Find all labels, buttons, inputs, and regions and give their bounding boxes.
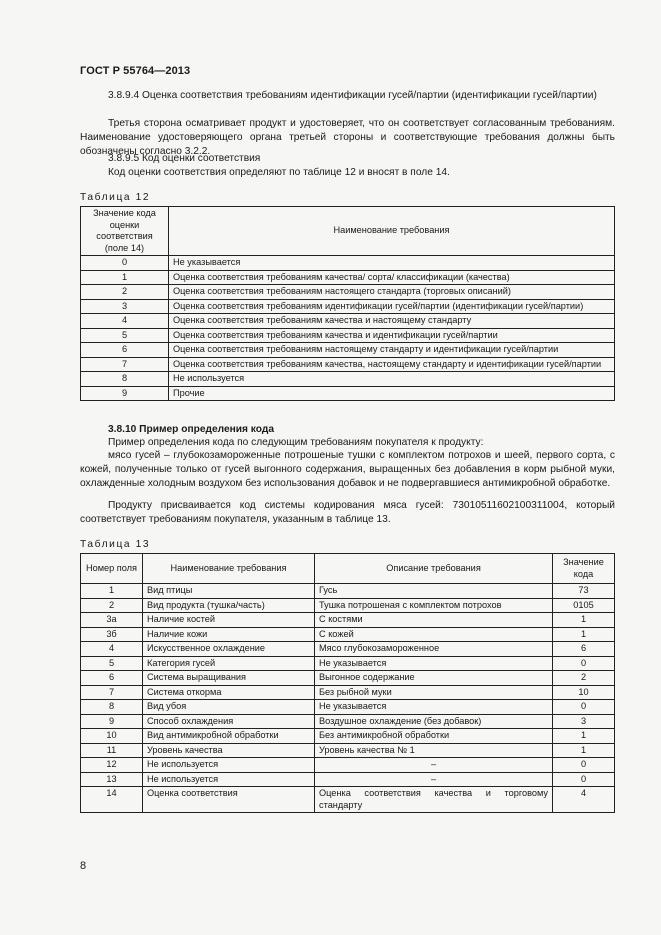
field-number-cell: 10 (81, 729, 143, 744)
field-number-cell: 9 (81, 714, 143, 729)
table-row (81, 743, 615, 758)
table-row (81, 357, 615, 372)
requirement-name-cell: Система выращивания (143, 671, 315, 686)
requirement-description-cell: Уровень качества № 1 (315, 743, 553, 758)
requirement-name-cell: Вид продукта (тушка/часть) (143, 598, 315, 613)
table-row (81, 714, 615, 729)
code-value-cell: 3 (553, 714, 615, 729)
code-value-cell: 73 (553, 584, 615, 599)
field-number-cell: 3б (81, 627, 143, 642)
requirement-name-cell: Оценка соответствия требованиям качества/ сорта/ классификации (качества) (169, 270, 615, 285)
requirement-name-cell: Не указывается (169, 256, 615, 271)
table-row (81, 343, 615, 358)
field-number-cell: 2 (81, 598, 143, 613)
requirement-description-cell: Тушка потрошеная с комплектом потрохов (315, 598, 553, 613)
requirement-name-cell: Не используется (143, 758, 315, 773)
table-row (81, 772, 615, 787)
paragraph-example-intro: Пример определения кода по следующим требованиям покупателя к продукту: (108, 437, 484, 448)
requirement-name-cell: Вид антимикробной обработки (143, 729, 315, 744)
requirement-name-cell: Не используется (169, 372, 615, 387)
code-value-cell: 0 (553, 700, 615, 715)
code-value-cell: 0 (553, 772, 615, 787)
requirement-name-cell: Наличие кожи (143, 627, 315, 642)
code-value-cell: 2 (553, 671, 615, 686)
code-value-cell: 0 (81, 256, 169, 271)
table-row (81, 627, 615, 642)
code-value-cell: 0 (553, 656, 615, 671)
table-row (81, 386, 615, 401)
requirement-name-cell: Уровень качества (143, 743, 315, 758)
table-row (81, 328, 615, 343)
field-number-cell: 1 (81, 584, 143, 599)
requirement-name-cell: Искусственное охлаждение (143, 642, 315, 657)
requirement-name-cell: Система откорма (143, 685, 315, 700)
requirement-name-cell: Не используется (143, 772, 315, 787)
code-value-cell: 8 (81, 372, 169, 387)
code-value-cell: 2 (81, 285, 169, 300)
requirement-name-cell: Оценка соответствия требованиям качества и настоящему стандарту (169, 314, 615, 329)
paragraph-code-assessment: Код оценки соответствия определяют по таблице 12 и вносят в поле 14. (108, 167, 450, 178)
requirement-name-cell: Оценка соответствия (143, 787, 315, 813)
requirement-name-cell: Оценка соответствия требованиям идентификации гусей/партии (идентификации гусей/партии) (169, 299, 615, 314)
requirement-name-cell: Оценка соответствия требованиям качества и идентификации гусей/партии (169, 328, 615, 343)
table-13-header-name: Наименование требования (143, 554, 315, 584)
table-row (81, 787, 615, 813)
field-number-cell: 12 (81, 758, 143, 773)
requirement-description-cell: Мясо глубокозамороженное (315, 642, 553, 657)
requirement-description-cell: Оценка соответствия качества и торговому стандарту (315, 787, 553, 813)
table-row (81, 598, 615, 613)
table-row (81, 256, 615, 271)
table-12-caption: Таблица 12 (80, 192, 151, 203)
requirement-description-cell: Выгонное содержание (315, 671, 553, 686)
table-13-header-description: Описание требования (315, 554, 553, 584)
requirement-description-cell: – (315, 772, 553, 787)
paragraph-example-product: мясо гусей – глубокозамороженные потрошеные тушки с комплектом потрохов и шеей, первого сорта, с кожей, полученные только от гусей выгонного содержания, выращенных без добавления в корм рыбной муки, охлажденные холодным воздухом без использования добавок и не подвергавшиеся антимикробной обработке. (80, 450, 615, 489)
requirement-description-cell: Не указывается (315, 700, 553, 715)
code-value-cell: 9 (81, 386, 169, 401)
table-row (81, 729, 615, 744)
requirement-name-cell: Прочие (169, 386, 615, 401)
code-value-cell: 4 (81, 314, 169, 329)
requirement-name-cell: Наличие костей (143, 613, 315, 628)
table-row (81, 299, 615, 314)
code-value-cell: 0 (553, 758, 615, 773)
requirement-name-cell: Оценка соответствия требованиям качества, настоящему стандарту и идентификации гусей/партии (169, 357, 615, 372)
code-value-cell: 5 (81, 328, 169, 343)
paragraph-3-8-9-4: 3.8.9.4 Оценка соответствия требованиям идентификации гусей/партии (идентификации гусей/партии) (108, 90, 597, 101)
section-3-8-10-title: 3.8.10 Пример определения кода (108, 424, 274, 435)
code-value-cell: 1 (553, 613, 615, 628)
field-number-cell: 11 (81, 743, 143, 758)
field-number-cell: 7 (81, 685, 143, 700)
table-row (81, 685, 615, 700)
requirement-name-cell: Вид убоя (143, 700, 315, 715)
requirement-name-cell: Оценка соответствия требованиям настоящему стандарту и идентификации гусей/партии (169, 343, 615, 358)
table-row (81, 584, 615, 599)
requirement-description-cell: Без антимикробной обработки (315, 729, 553, 744)
requirement-description-cell: Без рыбной муки (315, 685, 553, 700)
table-12 (80, 206, 615, 401)
requirement-description-cell: – (315, 758, 553, 773)
table-row (81, 758, 615, 773)
table-13-header-field: Номер поля (81, 554, 143, 584)
code-value-cell: 7 (81, 357, 169, 372)
code-value-cell: 1 (553, 743, 615, 758)
requirement-description-cell: С костями (315, 613, 553, 628)
field-number-cell: 5 (81, 656, 143, 671)
requirement-name-cell: Вид птицы (143, 584, 315, 599)
requirement-description-cell: Не указывается (315, 656, 553, 671)
table-13-caption: Таблица 13 (80, 539, 151, 550)
field-number-cell: 6 (81, 671, 143, 686)
table-row (81, 270, 615, 285)
field-number-cell: 14 (81, 787, 143, 813)
table-row (81, 700, 615, 715)
requirement-description-cell: С кожей (315, 627, 553, 642)
field-number-cell: 4 (81, 642, 143, 657)
requirement-name-cell: Категория гусей (143, 656, 315, 671)
code-value-cell: 6 (553, 642, 615, 657)
paragraph-example-code: Продукту присваивается код системы кодирования мяса гусей: 73010511602100311004, который соответствует требованиям покупателя, указанным в таблице 13. (80, 500, 615, 525)
table-row (81, 372, 615, 387)
table-row (81, 656, 615, 671)
code-value-cell: 6 (81, 343, 169, 358)
table-13-header-value: Значение кода (553, 554, 615, 584)
table-row (81, 671, 615, 686)
code-value-cell: 0105 (553, 598, 615, 613)
requirement-description-cell: Воздушное охлаждение (без добавок) (315, 714, 553, 729)
table-row (81, 642, 615, 657)
code-value-cell: 1 (81, 270, 169, 285)
code-value-cell: 1 (553, 729, 615, 744)
requirement-description-cell: Гусь (315, 584, 553, 599)
document-header: ГОСТ Р 55764—2013 (80, 65, 191, 77)
requirement-name-cell: Оценка соответствия требованиям настоящего стандарта (торговых описаний) (169, 285, 615, 300)
code-value-cell: 3 (81, 299, 169, 314)
table-row (81, 285, 615, 300)
paragraph-third-party: Третья сторона осматривает продукт и удостоверяет, что он соответствует согласованным требованиям. Наименование удостоверяющего органа третьей стороны и соответствующие требования должны быть обозначены согласно 3.2.2. (80, 118, 615, 157)
code-value-cell: 1 (553, 627, 615, 642)
table-row (81, 613, 615, 628)
table-12-header-name: Наименование требования (169, 207, 615, 256)
page-number: 8 (80, 860, 87, 872)
table-12-header-code: Значение кода оценки соответствия (поле 14) (81, 207, 169, 256)
paragraph-3-8-9-5: 3.8.9.5 Код оценки соответствия (108, 153, 261, 164)
field-number-cell: 13 (81, 772, 143, 787)
requirement-name-cell: Способ охлаждения (143, 714, 315, 729)
field-number-cell: 8 (81, 700, 143, 715)
code-value-cell: 10 (553, 685, 615, 700)
code-value-cell: 4 (553, 787, 615, 813)
field-number-cell: 3а (81, 613, 143, 628)
table-13 (80, 553, 615, 813)
table-row (81, 314, 615, 329)
